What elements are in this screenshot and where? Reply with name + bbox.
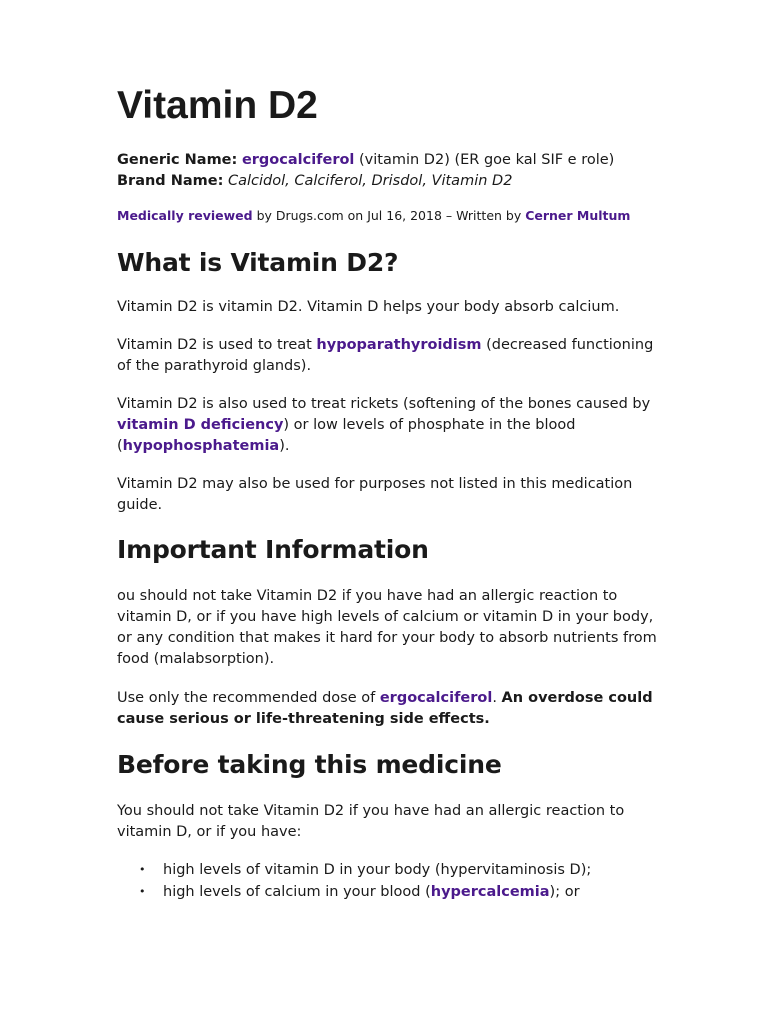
generic-name-row — [117, 150, 614, 171]
generic-name-label: Generic Name: — [117, 152, 238, 168]
brand-name-row — [117, 171, 614, 192]
bullet-icon: • — [139, 885, 146, 898]
text-fragment: Vitamin D2 is also used to treat rickets (softening of the bones caused by — [117, 396, 651, 412]
paragraph-important-2 — [117, 688, 662, 730]
text-fragment: Vitamin D2 is used to treat — [117, 337, 317, 353]
author-link[interactable]: Cerner Multum — [525, 208, 631, 223]
list-item-text: high levels of vitamin D in your body (hypervitaminosis D); — [163, 862, 592, 878]
overdose-warning: An overdose could cause serious or life-threatening side effects. — [117, 690, 653, 727]
text-fragment: ). — [279, 438, 290, 454]
section-heading-before-taking: Before taking this medicine — [117, 750, 502, 779]
paragraph-what-is-3 — [117, 394, 662, 457]
text-fragment: Use only the recommended dose of — [117, 690, 380, 706]
medically-reviewed-link[interactable]: Medically reviewed — [117, 208, 253, 223]
list-item-text: high levels of calcium in your blood ( — [163, 884, 431, 900]
paragraph-important-1: ou should not take Vitamin D2 if you have had an allergic reaction to vitamin D, or if you have high levels of calcium or vitamin D in your body, or any condition that makes it hard for your body to absorb nutrients from food (malabsorption). — [117, 588, 657, 667]
list-item — [117, 859, 591, 881]
ergocalciferol-link[interactable]: ergocalciferol — [241, 152, 355, 168]
review-byline — [117, 207, 630, 225]
review-details: by Drugs.com on Jul 16, 2018 – Written by — [252, 208, 526, 223]
paragraph-what-is-2 — [117, 335, 662, 377]
brand-name-label: Brand Name: — [117, 173, 224, 189]
list-item-text-end: ); or — [549, 884, 580, 900]
page-title: Vitamin D2 — [117, 84, 318, 127]
section-heading-important-information: Important Information — [117, 535, 429, 564]
paragraph-what-is-4: Vitamin D2 may also be used for purposes not listed in this medication guide. — [117, 476, 633, 513]
list-item — [117, 881, 591, 903]
text-fragment: (decreased functioning of the parathyroid glands). — [117, 337, 654, 374]
generic-name-details: (vitamin D2) (ER goe kal SIF e role) — [354, 152, 615, 168]
hypoparathyroidism-link[interactable]: hypoparathyroidism — [316, 337, 482, 353]
contraindication-list — [117, 859, 591, 903]
bullet-icon: • — [139, 863, 146, 876]
paragraph-what-is-1: Vitamin D2 is vitamin D2. Vitamin D helps your body absorb calcium. — [117, 299, 620, 315]
text-fragment: . — [492, 690, 502, 706]
hypophosphatemia-link[interactable]: hypophosphatemia — [122, 438, 280, 454]
section-heading-what-is: What is Vitamin D2? — [117, 248, 399, 277]
vitamin-d-deficiency-link[interactable]: vitamin D deficiency — [117, 417, 284, 433]
drug-names — [117, 150, 614, 192]
text-fragment: ) or low levels of phosphate in the blood ( — [117, 417, 576, 454]
paragraph-before-taking-1: You should not take Vitamin D2 if you have had an allergic reaction to vitamin D, or if you have: — [117, 803, 625, 840]
brand-name-values: Calcidol, Calciferol, Drisdol, Vitamin D2 — [228, 173, 513, 189]
ergocalciferol-dose-link[interactable]: ergocalciferol — [379, 690, 493, 706]
hypercalcemia-link[interactable]: hypercalcemia — [430, 884, 550, 900]
